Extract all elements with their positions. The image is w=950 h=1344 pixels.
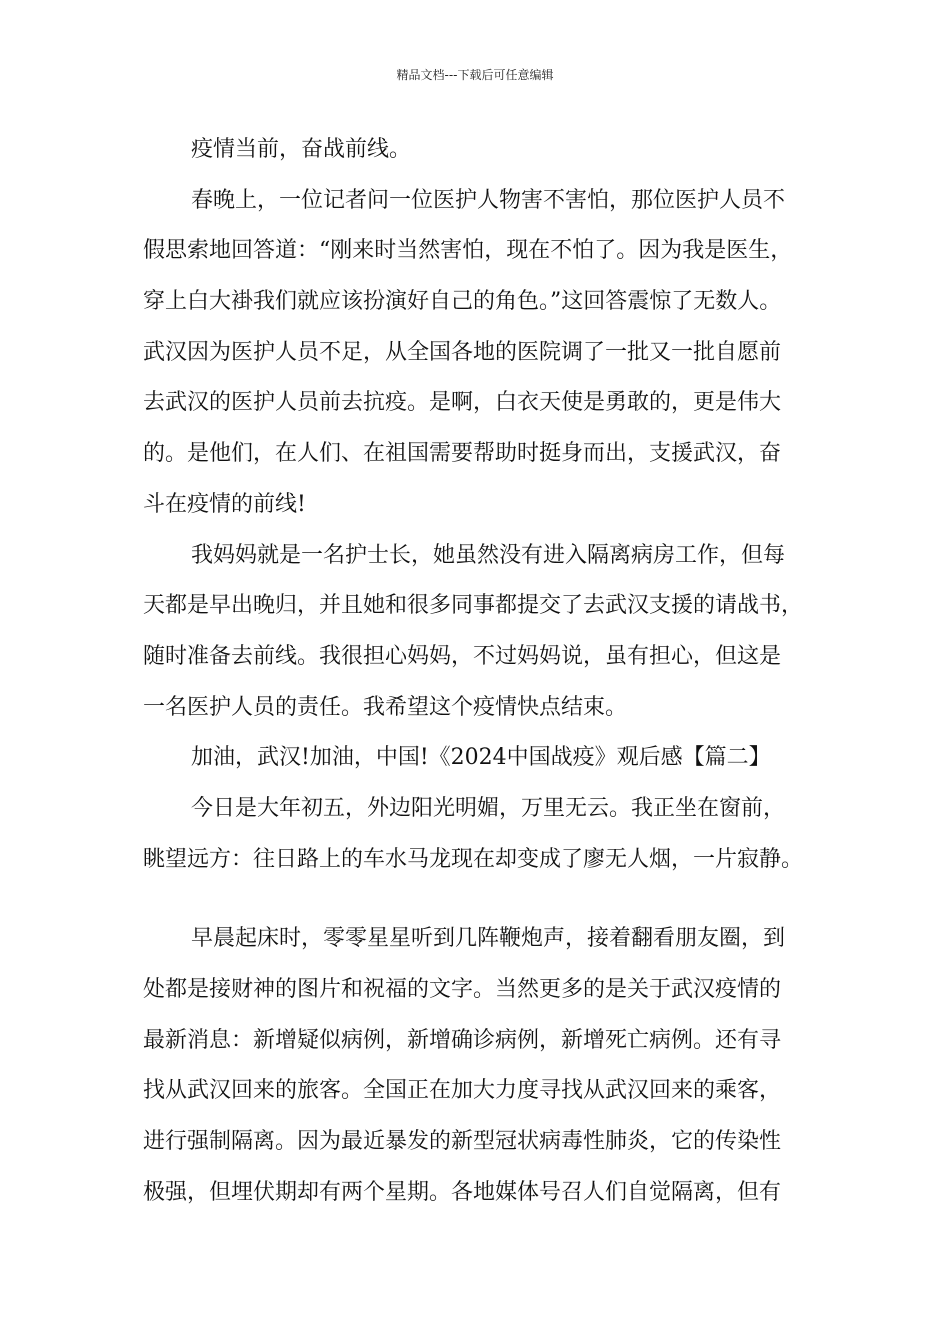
text-line: 一名医护人员的责任。我希望这个疫情快点结束。 — [143, 694, 628, 720]
document-body — [143, 125, 828, 1218]
text-line: 找从武汉回来的旅客。全国正在加大力度寻找从武汉回来的乘客， — [143, 1078, 782, 1104]
text-line: 我妈妈就是一名护士长，她虽然没有进入隔离病房工作，但每 — [191, 542, 786, 568]
text-line: 春晚上，一位记者问一位医护人物害不害怕，那位医护人员不 — [191, 187, 786, 213]
text-line: 穿上白大褂我们就应该扮演好自己的角色。”这回答震惊了无数人。 — [143, 289, 782, 315]
text-line: 天都是早出晚归，并且她和很多同事都提交了去武汉支援的请战书， — [143, 593, 804, 619]
text-line: 斗在疫情的前线! — [143, 491, 306, 517]
text-line: 疫情当前，奋战前线。 — [191, 137, 412, 162]
text-line: 随时准备去前线。我很担心妈妈，不过妈妈说，虽有担心，但这是 — [143, 643, 782, 669]
text-line: 极强，但埋伏期却有两个星期。各地媒体号召人们自觉隔离，但有 — [143, 1179, 782, 1205]
text-line: 最新消息：新增疑似病例，新增确诊病例，新增死亡病例。还有寻 — [143, 1027, 782, 1053]
section-heading: 加油，武汉!加油，中国!《2024中国战疫》观后感【篇二】 — [191, 745, 771, 771]
text-line: 眺望远方：往日路上的车水马龙现在却变成了廖无人烟，一片寂静。 — [143, 846, 804, 872]
text-line: 今日是大年初五，外边阳光明媚，万里无云。我正坐在窗前， — [191, 795, 786, 821]
text-line: 早晨起床时，零零星星听到几阵鞭炮声，接着翻看朋友圈，到 — [191, 926, 786, 952]
text-line: 处都是接财神的图片和祝福的文字。当然更多的是关于武汉疫情的 — [143, 977, 782, 1002]
text-line: 假思索地回答道：“刚来时当然害怕，现在不怕了。因为我是医生， — [143, 238, 793, 264]
text-line: 进行强制隔离。因为最近暴发的新型冠状病毒性肺炎，它的传染性 — [143, 1129, 782, 1155]
text-line: 的。是他们，在人们、在祖国需要帮助时挺身而出，支援武汉，奋 — [143, 441, 782, 467]
page-header: 精品文档---下载后可任意编辑 — [396, 68, 554, 82]
paragraph-gap — [143, 885, 828, 914]
text-line: 去武汉的医护人员前去抗疫。是啊，白衣天使是勇敢的，更是伟大 — [143, 390, 782, 416]
text-line: 武汉因为医护人员不足，从全国各地的医院调了一批又一批自愿前 — [143, 339, 782, 365]
